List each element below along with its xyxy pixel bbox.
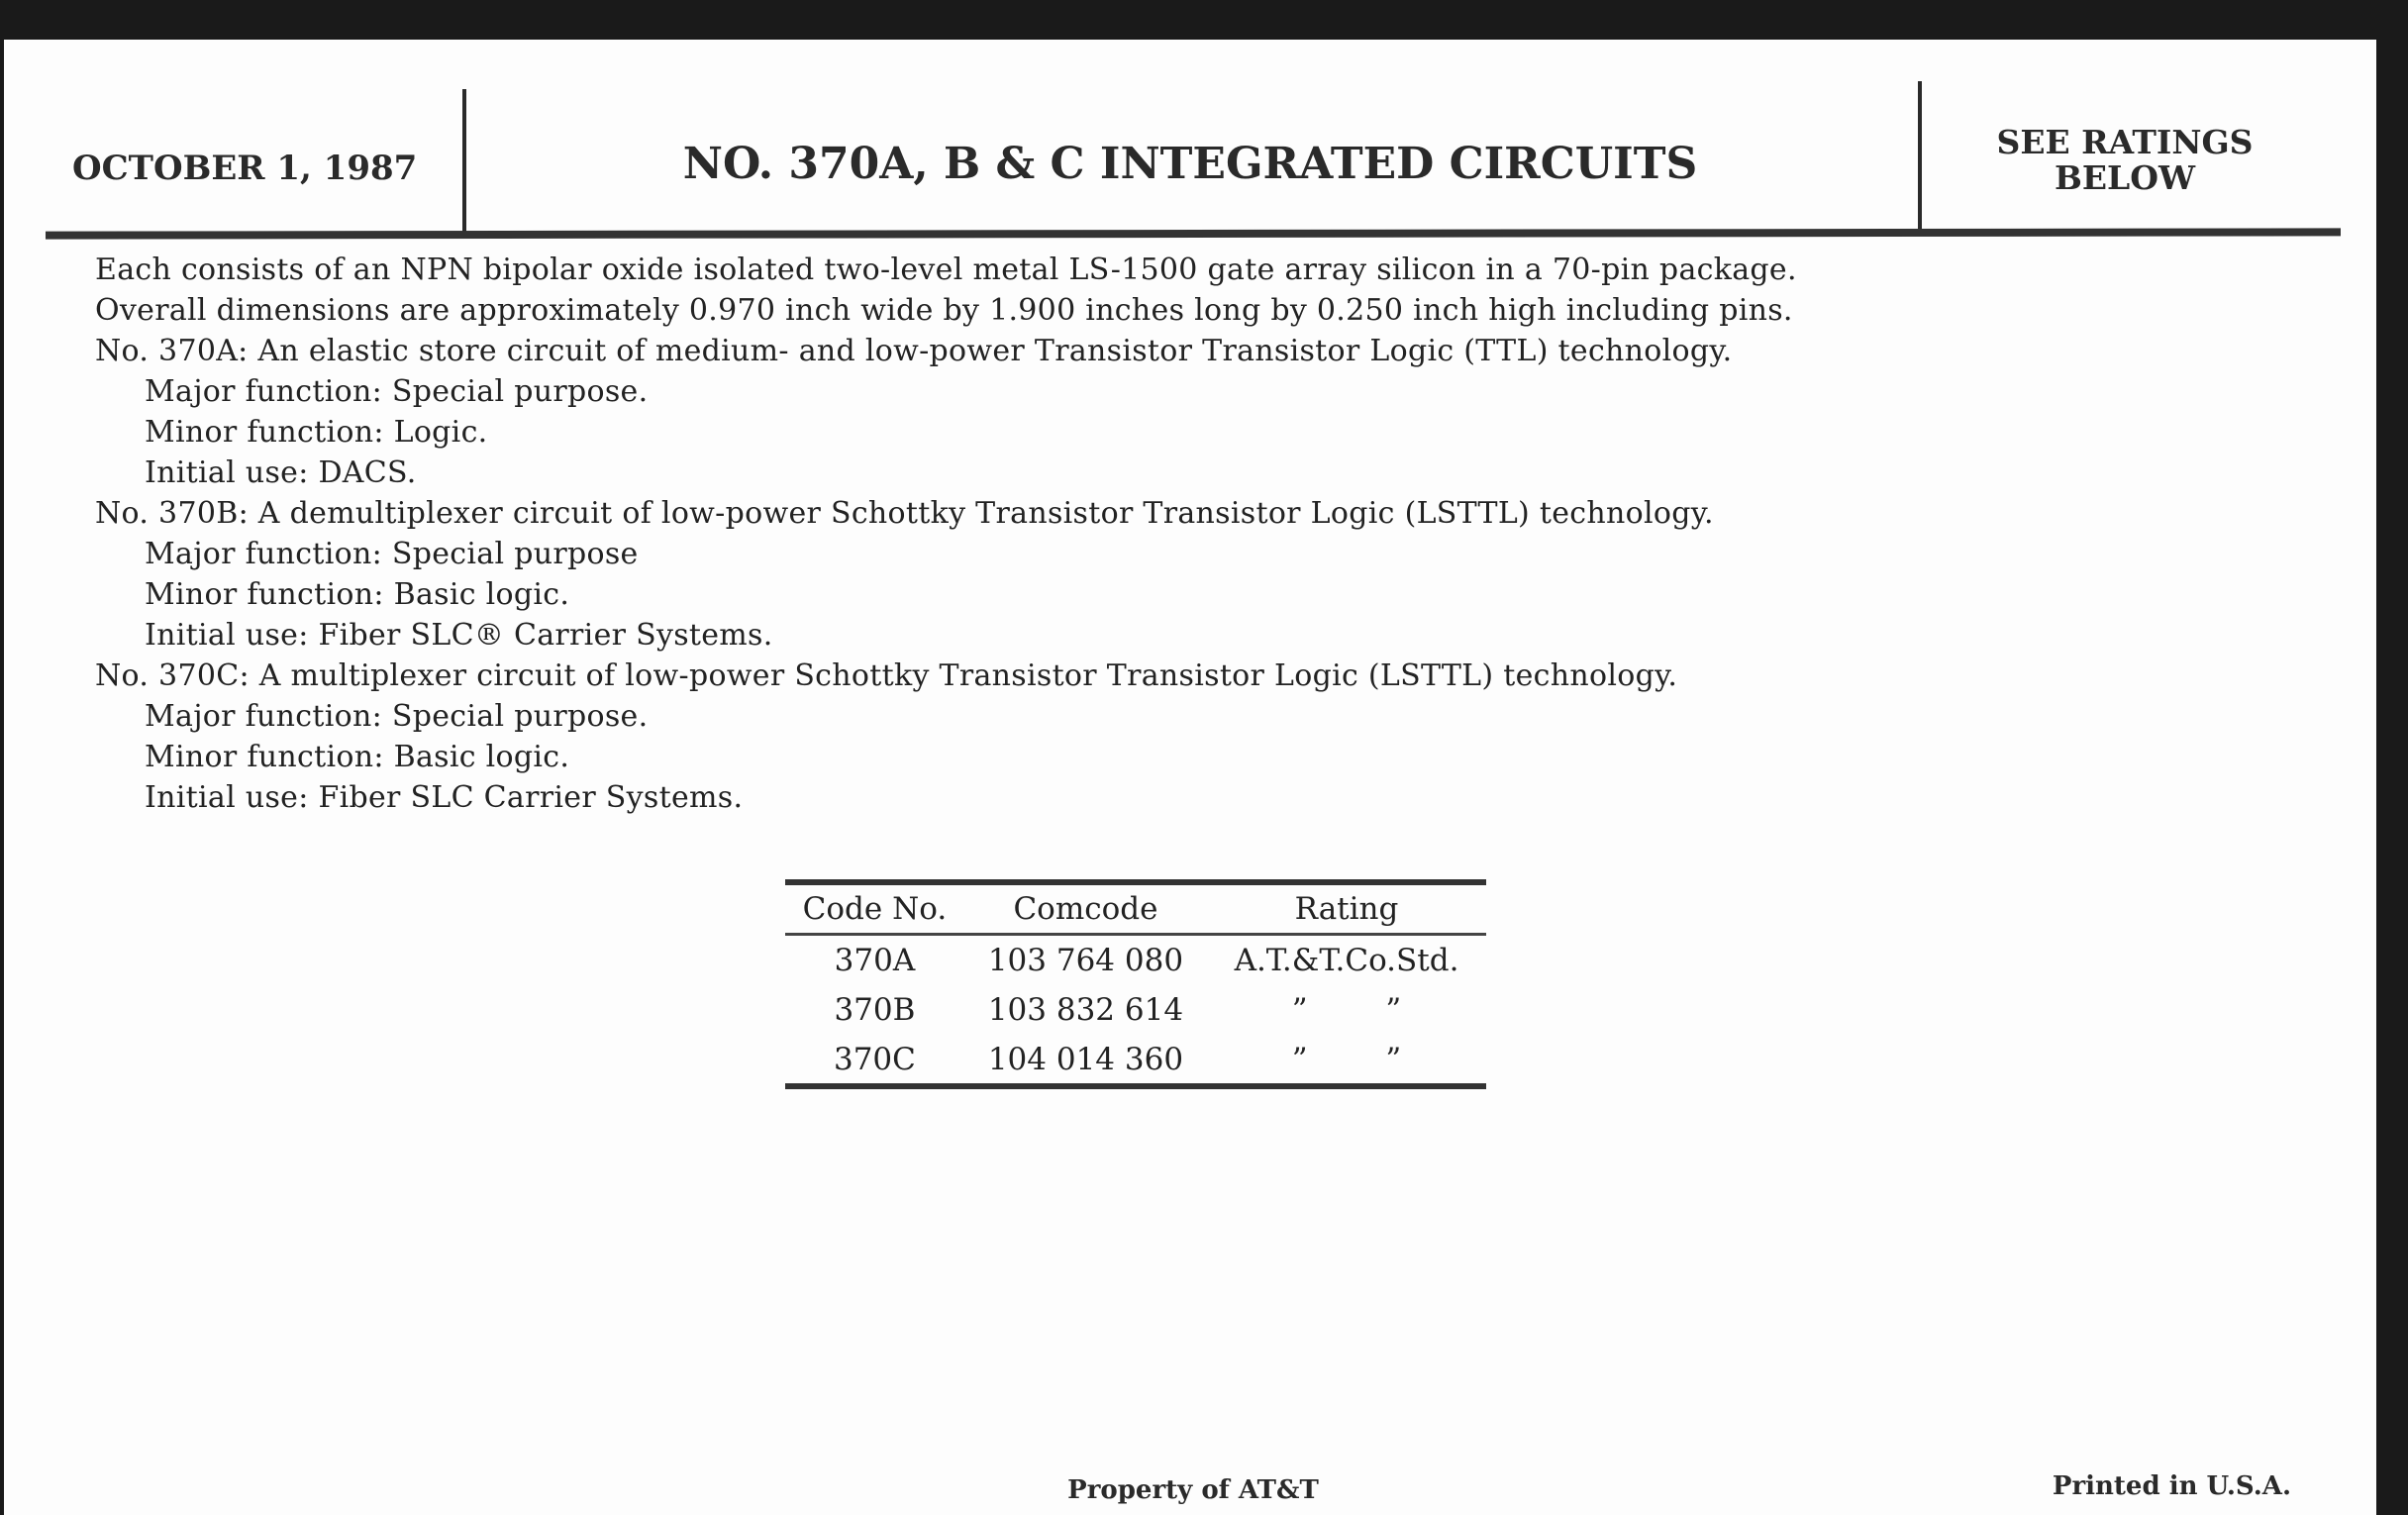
cell-rating: ” ” xyxy=(1291,992,1402,1028)
item-detail: Major function: Special purpose. xyxy=(145,699,649,734)
ratings-note-line1: SEE RATINGS xyxy=(1996,123,2254,161)
item-heading-370a: No. 370A: An elastic store circuit of medium- and low-power Transistor Transistor Logic (TTL) technology. xyxy=(95,334,1733,368)
cell-comcode: 104 014 360 xyxy=(987,1042,1184,1077)
ratings-note-line2: BELOW xyxy=(2054,158,2196,197)
table-row xyxy=(785,935,1486,986)
item-detail: Minor function: Logic. xyxy=(145,415,488,450)
footer-printed: Printed in U.S.A. xyxy=(2052,1471,2291,1501)
table-bottom-rule xyxy=(785,1083,1486,1089)
cell-comcode: 103 832 614 xyxy=(987,992,1184,1028)
item-detail: Major function: Special purpose xyxy=(145,537,639,571)
cell-rating: ” ” xyxy=(1291,1042,1402,1077)
column-header-rating: Rating xyxy=(1207,883,1486,935)
intro-line: Overall dimensions are approximately 0.970 inch wide by 1.900 inches long by 0.250 inch high including pins. xyxy=(95,293,1793,328)
intro-line: Each consists of an NPN bipolar oxide isolated two-level metal LS-1500 gate array silicon in a 70-pin package. xyxy=(95,252,1797,287)
ratings-note xyxy=(1922,125,2328,196)
item-detail: Initial use: Fiber SLC® Carrier Systems. xyxy=(145,618,773,653)
item-heading-370b: No. 370B: A demultiplexer circuit of low-power Schottky Transistor Transistor Logic (LSTTL) technology. xyxy=(95,496,1714,531)
cell-code: 370C xyxy=(833,1042,916,1077)
table-header-row xyxy=(785,883,1486,935)
item-detail: Minor function: Basic logic. xyxy=(145,740,570,774)
item-detail: Minor function: Basic logic. xyxy=(145,577,570,612)
cell-code: 370A xyxy=(834,943,916,978)
ratings-table xyxy=(785,883,1486,1084)
item-detail: Initial use: Fiber SLC Carrier Systems. xyxy=(145,780,744,815)
page-title: NO. 370A, B & C INTEGRATED CIRCUITS xyxy=(682,139,1698,189)
cell-code: 370B xyxy=(834,992,916,1028)
column-header-comcode: Comcode xyxy=(964,883,1207,935)
document-page xyxy=(4,40,2376,1515)
item-heading-370c: No. 370C: A multiplexer circuit of low-power Schottky Transistor Transistor Logic (LSTTL) technology. xyxy=(95,658,1678,693)
item-detail: Initial use: DACS. xyxy=(145,455,417,490)
item-detail: Major function: Special purpose. xyxy=(145,374,649,409)
header-date: OCTOBER 1, 1987 xyxy=(72,149,418,188)
cell-comcode: 103 764 080 xyxy=(987,943,1184,978)
cell-rating: A.T.&T.Co.Std. xyxy=(1234,943,1459,978)
table-row xyxy=(785,985,1486,1035)
table-row xyxy=(785,1035,1486,1084)
header-rule xyxy=(46,228,2341,239)
column-header-code: Code No. xyxy=(785,883,964,935)
footer-property: Property of AT&T xyxy=(1067,1475,1319,1505)
